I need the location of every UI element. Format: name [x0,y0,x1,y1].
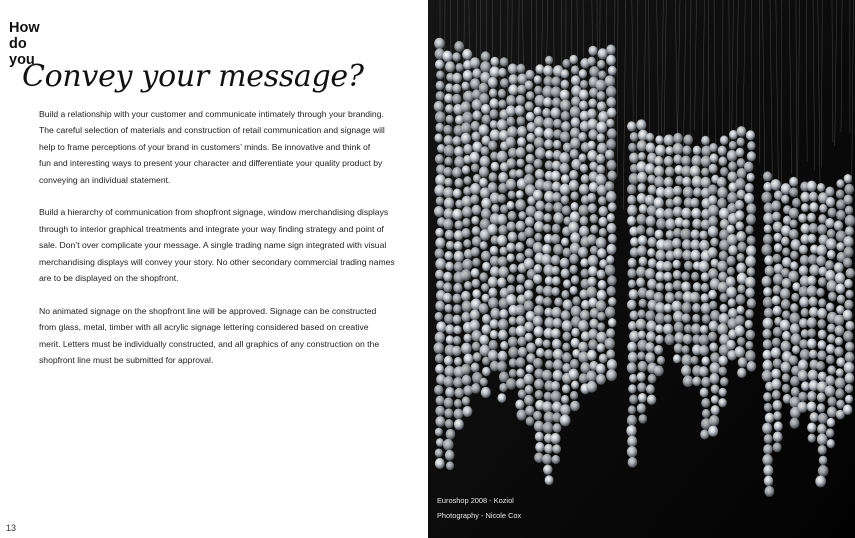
text-line: merit. Letters must be individually constructed, and all graphics of any construction on the [39,338,380,349]
paragraph-signage-rules [39,303,424,369]
text-line: from glass, metal, timber with all acrylic signage lettering considered based on creative [39,322,369,333]
crystal-chandelier-photo [428,0,855,538]
text-line: help to frame perceptions of your brand in customers’ minds. Be innovative and think of [39,141,371,152]
text-line: The careful selection of materials and construction of retail communication and signage will [39,125,385,136]
caption-photographer: Photography - Nicole Cox [437,511,522,520]
text-line: through to interior graphical treatments and integrate your way finding strategy and point of [39,223,384,234]
text-line: No animated signage on the shopfront line will be approved. Signage can be constructed [39,305,377,316]
text-line: Build a relationship with your customer and communicate intimately through your branding. [39,109,384,119]
heading-word: How [9,20,40,36]
text-line: shopfront line must be submitted for approval. [39,355,214,366]
text-line: Build a hierarchy of communication from shopfront signage, window merchandising displays [39,207,389,218]
body-text [39,106,424,385]
text-line: fun and interesting ways to present your character and differentiate your quality product by [39,158,383,169]
text-line: sale. Don’t over complicate your message. A single trading name sign integrated with visual [39,240,387,251]
heading-word: do [9,36,27,52]
text-line: merchandising displays will convey your story. No other secondary commercial trading names [39,256,395,267]
caption-event: Euroshop 2008 - Koziol [437,496,514,505]
paragraph-hierarchy [39,204,424,286]
page-number: 13 [6,523,17,533]
photo-caption [437,493,521,523]
crystal-strands-image [428,0,855,538]
page-title: Convey your message? [22,59,364,94]
paragraph-branding [39,106,424,188]
text-line: are to be displayed on the shopfront. [39,273,179,284]
text-line: conveying an individual statement. [39,174,171,185]
heading-word: you [9,52,35,68]
